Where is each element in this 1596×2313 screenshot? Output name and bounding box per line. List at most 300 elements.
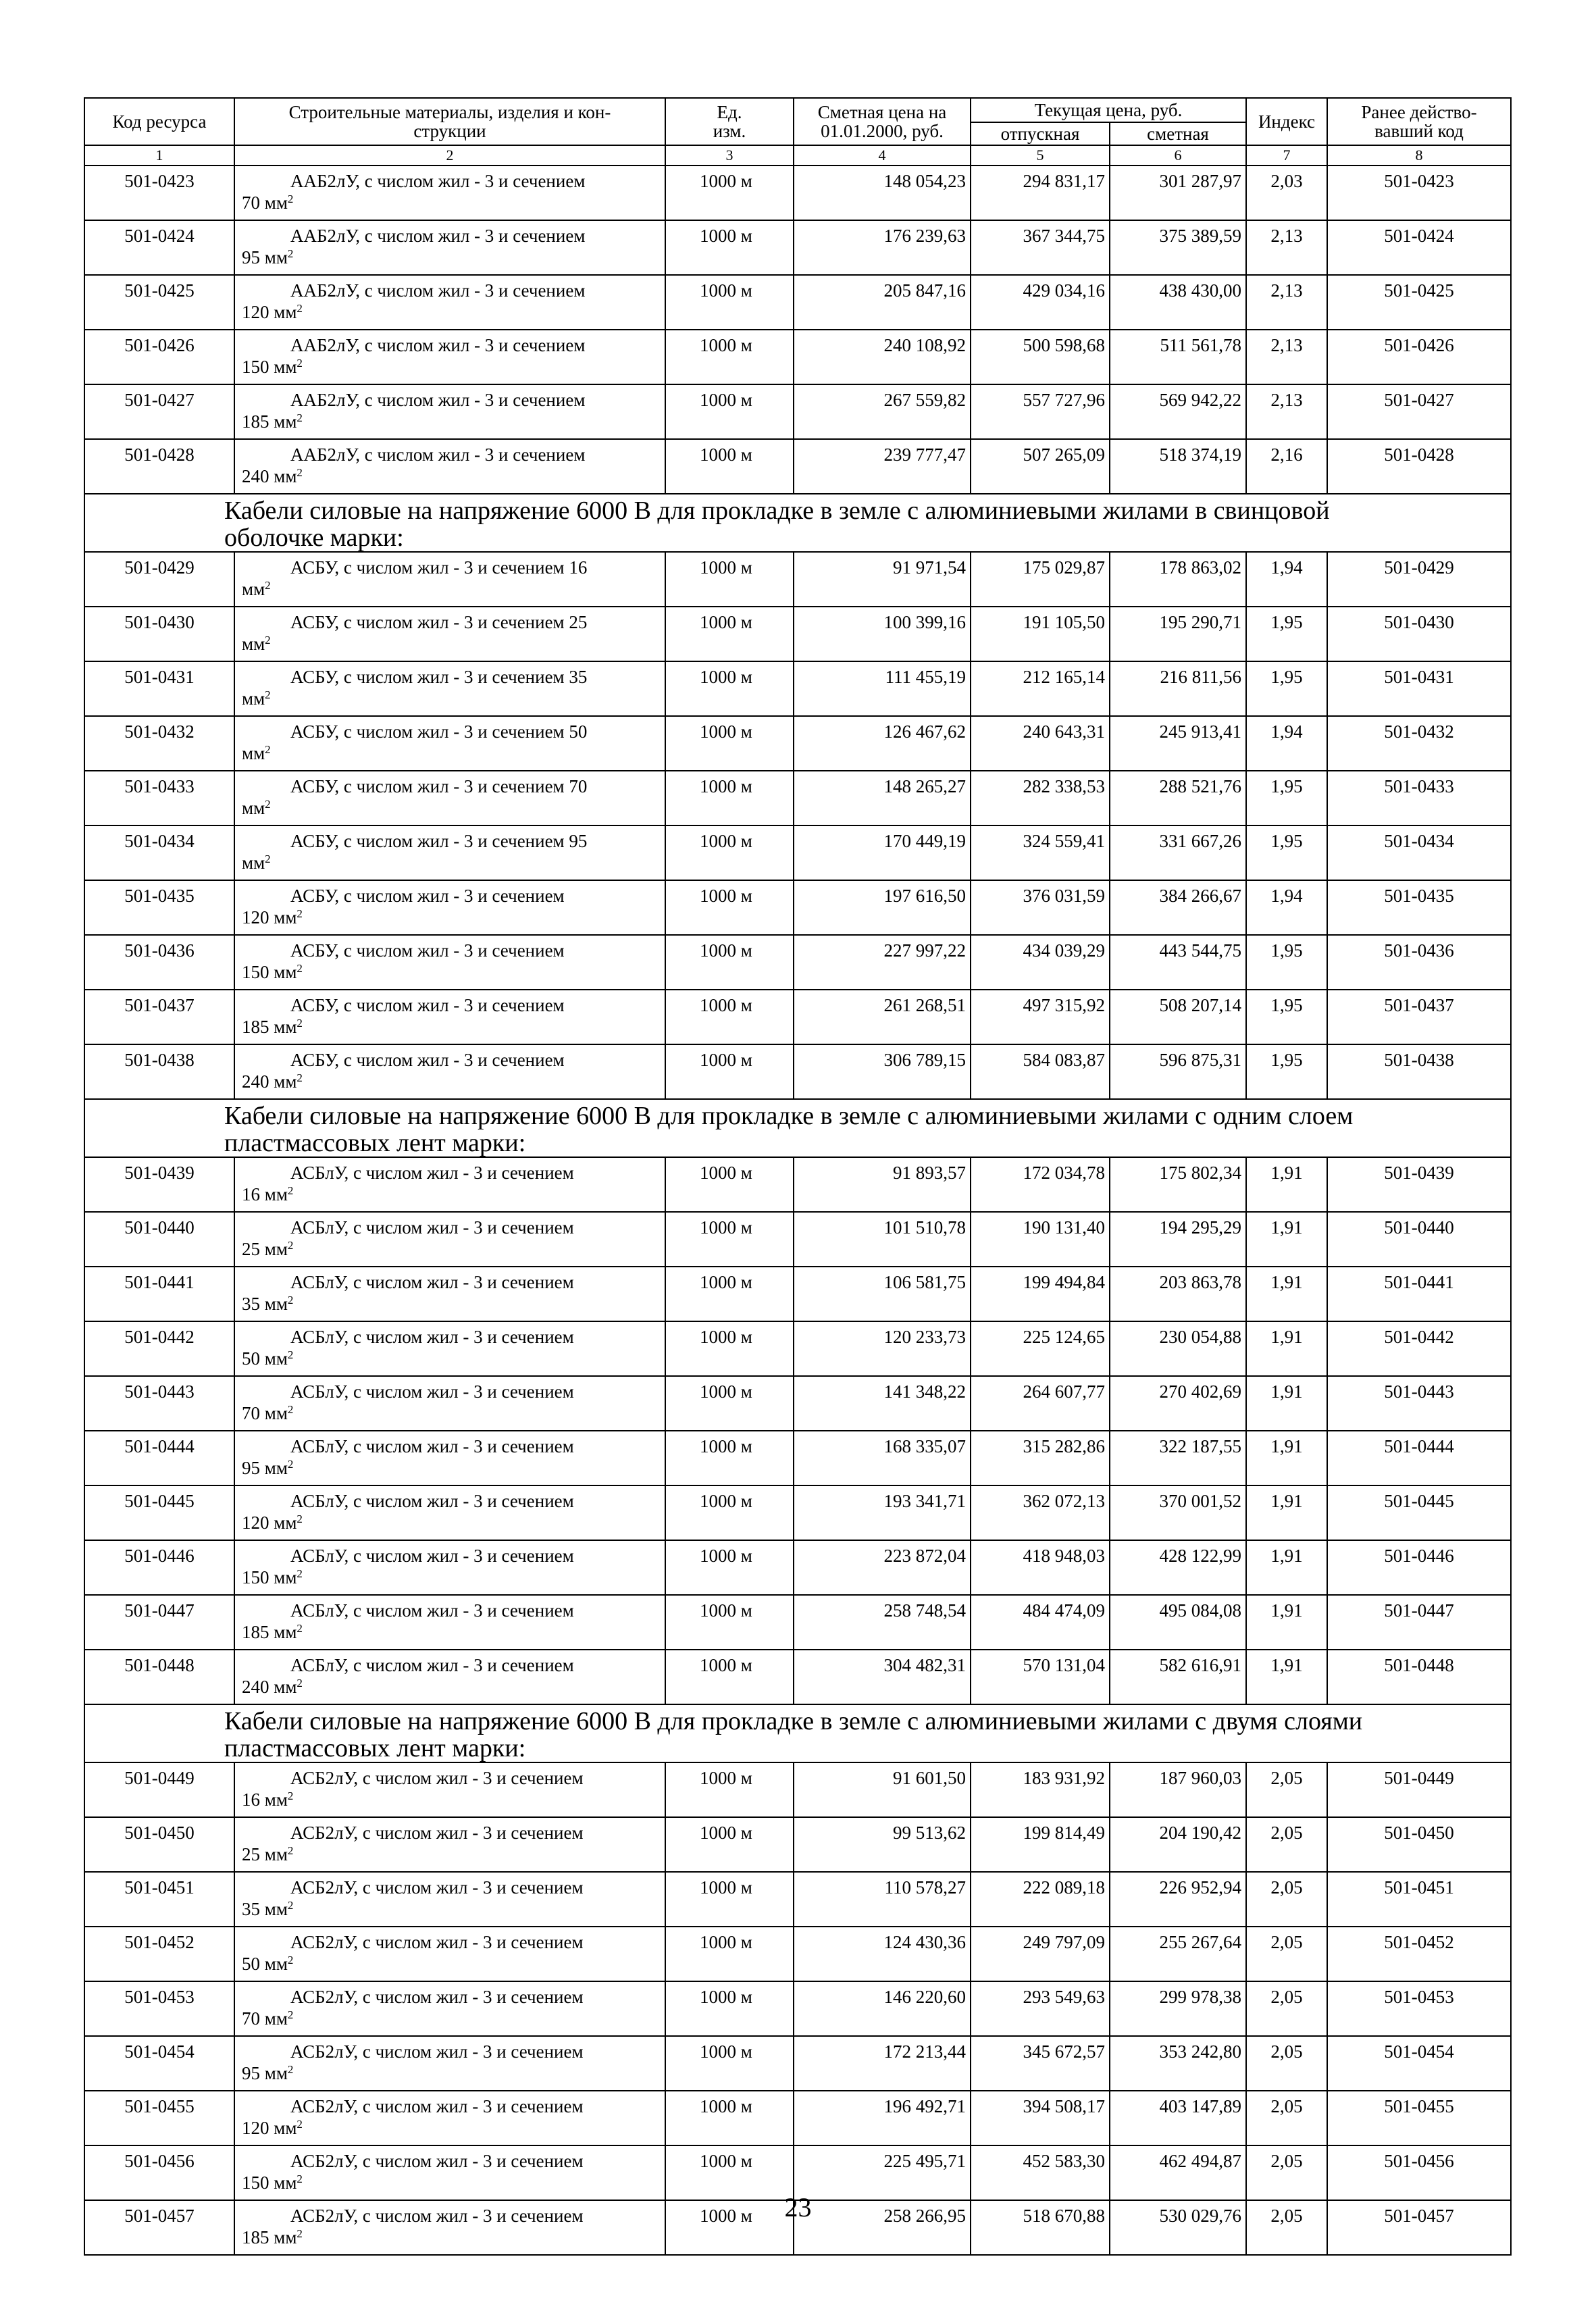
unit-of-measure: 1000 м [665,1376,794,1431]
resource-code: 501-0438 [84,1044,234,1099]
release-price: 584 083,87 [971,1044,1110,1099]
cross-section-value: мм [242,634,265,654]
base-price: 148 054,23 [794,166,971,220]
cross-section-value: 70 мм [242,1403,288,1423]
previous-code: 501-0445 [1327,1485,1511,1540]
section-header-row [84,494,1511,552]
resource-code: 501-0433 [84,771,234,825]
material-name-line-1: АСБлУ, с числом жил - 3 и сечением [290,1272,574,1292]
price-index: 2,05 [1246,2036,1327,2091]
cross-section-value: 35 мм [242,1899,288,1919]
release-price: 367 344,75 [971,220,1110,275]
resource-code: 501-0456 [84,2145,234,2200]
price-index: 2,05 [1246,1762,1327,1817]
release-price: 199 494,84 [971,1267,1110,1321]
estimate-price: 518 374,19 [1110,439,1246,494]
squared-superscript: 2 [265,688,271,701]
table-row [84,1267,1511,1321]
column-number: 2 [234,145,665,166]
estimate-price: 508 207,14 [1110,990,1246,1044]
previous-code: 501-0430 [1327,607,1511,661]
material-name [234,1762,665,1817]
unit-of-measure: 1000 м [665,716,794,771]
material-name-line-2 [242,688,659,709]
resource-code: 501-0448 [84,1650,234,1704]
material-name-line-1: ААБ2лУ, с числом жил - 3 и сечением [290,171,586,191]
base-price: 99 513,62 [794,1817,971,1872]
resource-code: 501-0432 [84,716,234,771]
release-price: 484 474,09 [971,1595,1110,1650]
estimate-price: 299 978,38 [1110,1981,1246,2036]
squared-superscript: 2 [287,1348,294,1361]
table-row [84,1762,1511,1817]
resource-code: 501-0452 [84,1927,234,1981]
price-index: 2,05 [1246,1817,1327,1872]
base-price: 261 268,51 [794,990,971,1044]
price-index: 1,95 [1246,825,1327,880]
release-price: 500 598,68 [971,330,1110,384]
squared-superscript: 2 [287,1294,294,1306]
resource-code: 501-0447 [84,1595,234,1650]
price-index: 2,05 [1246,2145,1327,2200]
table-row [84,166,1511,220]
release-price: 570 131,04 [971,1650,1110,1704]
unit-of-measure: 1000 м [665,275,794,330]
release-price: 282 338,53 [971,771,1110,825]
base-price: 91 601,50 [794,1762,971,1817]
previous-code: 501-0454 [1327,2036,1511,2091]
squared-superscript: 2 [297,1677,303,1689]
material-name [234,1376,665,1431]
price-index: 2,05 [1246,1872,1327,1927]
previous-code: 501-0433 [1327,771,1511,825]
price-index: 1,95 [1246,990,1327,1044]
table-row [84,1485,1511,1540]
price-index: 1,94 [1246,552,1327,607]
price-index: 2,05 [1246,2091,1327,2145]
material-name-line-1: АСБлУ, с числом жил - 3 и сечением [290,1546,574,1566]
release-price: 324 559,41 [971,825,1110,880]
price-index: 1,91 [1246,1267,1327,1321]
squared-superscript: 2 [287,1239,294,1252]
material-name [234,1650,665,1704]
base-price: 176 239,63 [794,220,971,275]
unit-of-measure: 1000 м [665,220,794,275]
unit-of-measure: 1000 м [665,990,794,1044]
material-name-line-1: АСБУ, с числом жил - 3 и сечением [290,1050,565,1070]
resource-code: 501-0428 [84,439,234,494]
table-row [84,825,1511,880]
estimate-price: 194 295,29 [1110,1212,1246,1267]
material-name [234,220,665,275]
material-name-line-2 [242,1898,659,1920]
base-price: 168 335,07 [794,1431,971,1485]
cross-section-value: 70 мм [242,193,288,213]
release-price: 429 034,16 [971,275,1110,330]
section-title [84,1704,1511,1762]
price-index: 1,91 [1246,1595,1327,1650]
previous-code: 501-0440 [1327,1212,1511,1267]
release-price: 222 089,18 [971,1872,1110,1927]
cross-section-value: 95 мм [242,247,288,268]
table-row [84,935,1511,990]
material-name-line-1: АСБ2лУ, с числом жил - 3 и сечением [290,2206,584,2226]
material-name [234,1157,665,1212]
cross-section-value: 95 мм [242,1458,288,1478]
material-name-line-2 [242,742,659,764]
previous-code: 501-0436 [1327,935,1511,990]
material-name-line-2 [242,1953,659,1975]
material-name [234,1044,665,1099]
cross-section-value: мм [242,743,265,763]
material-name-line-2 [242,356,659,378]
price-table-sheet [84,97,1510,2256]
price-index: 1,91 [1246,1431,1327,1485]
base-price: 101 510,78 [794,1212,971,1267]
release-price: 557 727,96 [971,384,1110,439]
cross-section-value: 185 мм [242,1622,297,1642]
header-base-price: Сметная цена на 01.01.2000, руб. [794,98,971,145]
table-row [84,880,1511,935]
table-row [84,552,1511,607]
previous-code: 501-0438 [1327,1044,1511,1099]
estimate-price: 230 054,88 [1110,1321,1246,1376]
cross-section-value: 35 мм [242,1294,288,1314]
material-name-line-1: АСБУ, с числом жил - 3 и сечением [290,940,565,961]
price-index: 1,95 [1246,771,1327,825]
squared-superscript: 2 [265,743,271,756]
release-price: 293 549,63 [971,1981,1110,2036]
squared-superscript: 2 [297,2118,303,2131]
base-price: 193 341,71 [794,1485,971,1540]
material-name-line-2 [242,1567,659,1588]
material-name-line-2 [242,578,659,600]
estimate-price: 438 430,00 [1110,275,1246,330]
table-row [84,716,1511,771]
estimate-price: 353 242,80 [1110,2036,1246,2091]
column-number: 7 [1246,145,1327,166]
release-price: 452 583,30 [971,2145,1110,2200]
squared-superscript: 2 [287,1899,294,1912]
material-name-line-1: АСБУ, с числом жил - 3 и сечением 70 [290,776,588,796]
material-name-line-2 [242,247,659,268]
release-price: 249 797,09 [971,1927,1110,1981]
material-name-line-1: ААБ2лУ, с числом жил - 3 и сечением [290,444,586,465]
column-number: 5 [971,145,1110,166]
header-estimate-price: сметная [1110,122,1246,145]
table-row [84,439,1511,494]
material-name-line-2 [242,301,659,323]
release-price: 225 124,65 [971,1321,1110,1376]
price-index: 2,03 [1246,166,1327,220]
release-price: 315 282,86 [971,1431,1110,1485]
release-price: 175 029,87 [971,552,1110,607]
resource-code: 501-0423 [84,166,234,220]
column-number: 3 [665,145,794,166]
cross-section-value: 185 мм [242,1017,297,1037]
previous-code: 501-0423 [1327,166,1511,220]
base-price: 148 265,27 [794,771,971,825]
cross-section-value: 25 мм [242,1844,288,1864]
previous-code: 501-0426 [1327,330,1511,384]
material-name-line-1: АСБлУ, с числом жил - 3 и сечением [290,1491,574,1511]
table-row [84,1321,1511,1376]
resource-code: 501-0454 [84,2036,234,2091]
estimate-price: 428 122,99 [1110,1540,1246,1595]
squared-superscript: 2 [265,853,271,865]
material-name-line-1: ААБ2лУ, с числом жил - 3 и сечением [290,226,586,246]
price-index: 1,91 [1246,1321,1327,1376]
cross-section-value: 70 мм [242,2008,288,2029]
release-price: 212 165,14 [971,661,1110,716]
resource-code: 501-0443 [84,1376,234,1431]
resource-code: 501-0425 [84,275,234,330]
base-price: 196 492,71 [794,2091,971,2145]
cross-section-value: 120 мм [242,302,297,322]
cross-section-value: мм [242,579,265,599]
release-price: 345 672,57 [971,2036,1110,2091]
unit-of-measure: 1000 м [665,2200,794,2255]
unit-of-measure: 1000 м [665,935,794,990]
squared-superscript: 2 [297,466,303,479]
resource-code: 501-0444 [84,1431,234,1485]
table-row [84,771,1511,825]
table-row [84,1981,1511,2036]
price-index: 2,13 [1246,330,1327,384]
base-price: 126 467,62 [794,716,971,771]
squared-superscript: 2 [297,1017,303,1030]
unit-of-measure: 1000 м [665,384,794,439]
resource-code: 501-0437 [84,990,234,1044]
squared-superscript: 2 [297,411,303,424]
material-name [234,1321,665,1376]
release-price: 362 072,13 [971,1485,1110,1540]
material-name-line-1: АСБ2лУ, с числом жил - 3 и сечением [290,1823,584,1843]
unit-of-measure: 1000 м [665,166,794,220]
cross-section-value: 16 мм [242,1184,288,1204]
material-name-line-2 [242,852,659,873]
section-title-line-2: пластмассовых лент марки: [224,1129,526,1157]
cross-section-value: мм [242,688,265,709]
material-name [234,1595,665,1650]
unit-of-measure: 1000 м [665,1212,794,1267]
base-price: 225 495,71 [794,2145,971,2200]
squared-superscript: 2 [297,1567,303,1580]
estimate-price: 178 863,02 [1110,552,1246,607]
release-price: 497 315,92 [971,990,1110,1044]
material-name-line-1: АСБлУ, с числом жил - 3 и сечением [290,1217,574,1238]
header-materials: Строительные материалы, изделия и кон- струкции [234,98,665,145]
squared-superscript: 2 [287,193,294,205]
previous-code: 501-0434 [1327,825,1511,880]
previous-code: 501-0439 [1327,1157,1511,1212]
price-index: 1,95 [1246,1044,1327,1099]
unit-of-measure: 1000 м [665,880,794,935]
material-name-line-1: АСБ2лУ, с числом жил - 3 и сечением [290,1987,584,2007]
squared-superscript: 2 [297,302,303,315]
material-name-line-1: АСБ2лУ, с числом жил - 3 и сечением [290,2041,584,2062]
cross-section-value: мм [242,798,265,818]
cross-section-value: 240 мм [242,466,297,486]
release-price: 294 831,17 [971,166,1110,220]
material-name [234,439,665,494]
price-index: 2,13 [1246,384,1327,439]
material-name-line-2 [242,1348,659,1369]
material-name-line-1: АСБ2лУ, с числом жил - 3 и сечением [290,1932,584,1952]
cross-section-value: 50 мм [242,1954,288,1974]
estimate-price: 175 802,34 [1110,1157,1246,1212]
material-name-line-2 [242,2117,659,2139]
previous-code: 501-0427 [1327,384,1511,439]
material-name-line-2 [242,1293,659,1315]
table-row [84,1431,1511,1485]
unit-of-measure: 1000 м [665,1267,794,1321]
resource-code: 501-0440 [84,1212,234,1267]
price-index: 1,95 [1246,935,1327,990]
release-price: 199 814,49 [971,1817,1110,1872]
material-name [234,990,665,1044]
resource-code: 501-0455 [84,2091,234,2145]
base-price: 304 482,31 [794,1650,971,1704]
section-title-line-1: Кабели силовые на напряжение 6000 В для прокладке в земле с алюминиевыми жилами с одним слоем [224,1102,1354,1130]
resource-code: 501-0451 [84,1872,234,1927]
column-number: 1 [84,145,234,166]
table-row [84,330,1511,384]
base-price: 170 449,19 [794,825,971,880]
table-row [84,384,1511,439]
material-name-line-1: АСБлУ, с числом жил - 3 и сечением [290,1436,574,1456]
price-index: 1,91 [1246,1376,1327,1431]
unit-of-measure: 1000 м [665,1321,794,1376]
estimate-price: 596 875,31 [1110,1044,1246,1099]
material-name [234,166,665,220]
base-price: 172 213,44 [794,2036,971,2091]
price-index: 2,16 [1246,439,1327,494]
material-name-line-1: ААБ2лУ, с числом жил - 3 и сечением [290,335,586,355]
material-name-line-1: АСБУ, с числом жил - 3 и сечением [290,886,565,906]
table-row [84,661,1511,716]
estimate-price: 511 561,78 [1110,330,1246,384]
table-row [84,1376,1511,1431]
previous-code: 501-0442 [1327,1321,1511,1376]
base-price: 146 220,60 [794,1981,971,2036]
material-name-line-1: АСБУ, с числом жил - 3 и сечением 50 [290,721,588,742]
table-row [84,607,1511,661]
squared-superscript: 2 [265,634,271,646]
section-title [84,494,1511,552]
base-price: 141 348,22 [794,1376,971,1431]
cross-section-value: 150 мм [242,1567,297,1587]
price-index: 2,05 [1246,2200,1327,2255]
release-price: 190 131,40 [971,1212,1110,1267]
price-table [84,97,1512,2256]
material-name-line-2 [242,633,659,655]
material-name-line-2 [242,1016,659,1038]
unit-of-measure: 1000 м [665,1044,794,1099]
squared-superscript: 2 [287,1789,294,1802]
estimate-price: 216 811,56 [1110,661,1246,716]
material-name [234,552,665,607]
unit-of-measure: 1000 м [665,607,794,661]
unit-of-measure: 1000 м [665,1927,794,1981]
material-name-line-1: АСБУ, с числом жил - 3 и сечением [290,995,565,1015]
base-price: 124 430,36 [794,1927,971,1981]
section-title [84,1099,1511,1157]
header-release-price: отпускная [971,122,1110,145]
previous-code: 501-0456 [1327,2145,1511,2200]
base-price: 110 578,27 [794,1872,971,1927]
section-header-row [84,1704,1511,1762]
material-name-line-2 [242,1789,659,1810]
table-row [84,275,1511,330]
unit-of-measure: 1000 м [665,1157,794,1212]
base-price: 240 108,92 [794,330,971,384]
estimate-price: 582 616,91 [1110,1650,1246,1704]
unit-of-measure: 1000 м [665,439,794,494]
cross-section-value: мм [242,853,265,873]
estimate-price: 331 667,26 [1110,825,1246,880]
squared-superscript: 2 [297,1622,303,1635]
material-name [234,330,665,384]
material-name-line-2 [242,1184,659,1205]
squared-superscript: 2 [287,1458,294,1471]
price-index: 1,91 [1246,1540,1327,1595]
release-price: 240 643,31 [971,716,1110,771]
base-price: 91 893,57 [794,1157,971,1212]
estimate-price: 569 942,22 [1110,384,1246,439]
base-price: 227 997,22 [794,935,971,990]
squared-superscript: 2 [297,907,303,920]
column-number: 4 [794,145,971,166]
material-name-line-2 [242,797,659,819]
estimate-price: 187 960,03 [1110,1762,1246,1817]
material-name-line-2 [242,1457,659,1479]
section-title-line-2: пластмассовых лент марки: [224,1734,526,1762]
material-name [234,1267,665,1321]
section-title-line-1: Кабели силовые на напряжение 6000 В для прокладке в земле с алюминиевыми жилами в свинцовой [224,497,1330,525]
resource-code: 501-0429 [84,552,234,607]
material-name [234,384,665,439]
page-number: 23 [784,2192,812,2222]
base-price: 239 777,47 [794,439,971,494]
base-price: 120 233,73 [794,1321,971,1376]
previous-code: 501-0443 [1327,1376,1511,1431]
material-name-line-2 [242,1621,659,1643]
material-name-line-2 [242,192,659,213]
material-name [234,1927,665,1981]
cross-section-value: 50 мм [242,1348,288,1369]
price-index: 1,91 [1246,1212,1327,1267]
previous-code: 501-0435 [1327,880,1511,935]
material-name-line-1: АСБлУ, с числом жил - 3 и сечением [290,1163,574,1183]
release-price: 434 039,29 [971,935,1110,990]
resource-code: 501-0430 [84,607,234,661]
estimate-price: 270 402,69 [1110,1376,1246,1431]
resource-code: 501-0436 [84,935,234,990]
cross-section-value: 150 мм [242,357,297,377]
squared-superscript: 2 [297,2227,303,2240]
material-name-line-2 [242,2227,659,2248]
release-price: 507 265,09 [971,439,1110,494]
price-index: 2,05 [1246,1981,1327,2036]
unit-of-measure: 1000 м [665,1431,794,1485]
estimate-price: 443 544,75 [1110,935,1246,990]
material-name-line-1: АСБлУ, с числом жил - 3 и сечением [290,1381,574,1402]
previous-code: 501-0448 [1327,1650,1511,1704]
squared-superscript: 2 [297,1071,303,1084]
material-name-line-1: АСБлУ, с числом жил - 3 и сечением [290,1600,574,1621]
squared-superscript: 2 [287,247,294,260]
